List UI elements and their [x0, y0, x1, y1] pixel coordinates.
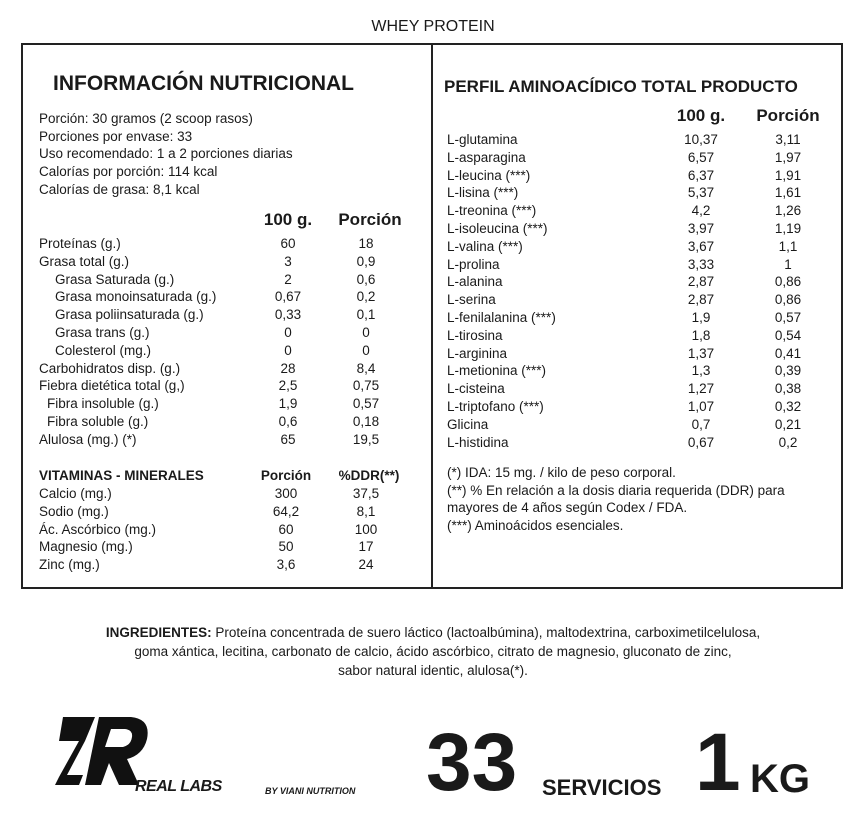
amino-heading: PERFIL AMINOACÍDICO TOTAL PRODUCTO: [444, 77, 798, 96]
ingredients-line: Proteína concentrada de suero láctico (lactoalbúmina), maltodextrina, carboximetilcelulosa,: [211, 625, 761, 640]
row-label: L-metionina (***): [447, 363, 547, 379]
amino-notes: [447, 464, 785, 535]
table-row: [0, 310, 866, 328]
row-value: 1,61: [774, 185, 802, 201]
table-row: [0, 221, 866, 239]
table-row: [0, 539, 866, 557]
row-label: Grasa trans (g.): [55, 325, 150, 340]
row-value: 0,2: [778, 434, 798, 450]
row-label: Fibra soluble (g.): [47, 414, 149, 429]
row-value: 0,7: [691, 416, 711, 432]
row-label: Grasa monoinsaturada (g.): [55, 289, 217, 305]
row-value: 2: [284, 271, 292, 287]
brand-name: REAL LABS: [135, 778, 222, 795]
row-value: 1,1: [778, 238, 798, 254]
ingredients-label: INGREDIENTES:: [105, 625, 212, 640]
table-row: [0, 203, 866, 221]
weight-unit: KG: [750, 757, 810, 801]
row-value: 0,75: [352, 378, 380, 394]
row-value: 3,67: [687, 238, 715, 254]
note-line: (*) IDA: 15 mg. / kilo de peso corporal.: [447, 465, 676, 480]
row-label: Magnesio (mg.): [39, 539, 133, 555]
row-label: L-cisteina: [447, 381, 505, 397]
table-row: [0, 292, 866, 310]
table-row: [0, 185, 866, 203]
row-value: 0,57: [774, 310, 802, 325]
nutrition-col-portion: Porción: [338, 210, 402, 229]
row-value: 0,86: [774, 274, 802, 290]
row-label: Zinc (mg.): [39, 557, 100, 573]
table-row: [0, 271, 866, 292]
row-label: Fibra insoluble (g.): [47, 396, 159, 412]
row-value: 3,6: [276, 557, 296, 573]
info-line: Calorías de grasa: 8,1 kcal: [39, 181, 200, 197]
row-value: 19,5: [352, 431, 380, 447]
row-value: 0,33: [274, 307, 302, 323]
row-value: 6,57: [687, 149, 715, 165]
row-value: 0,54: [774, 327, 802, 343]
row-value: 8,4: [356, 360, 376, 376]
table-row: [0, 435, 866, 453]
row-value: 6,37: [687, 167, 715, 183]
info-line: Uso recomendado: 1 a 2 porciones diarias: [39, 146, 293, 162]
row-value: 0,86: [774, 292, 802, 308]
row-label: L-alanina: [447, 274, 503, 290]
row-label: Grasa Saturada (g.): [55, 271, 175, 287]
row-value: 0,67: [687, 434, 715, 450]
row-label: L-histidina: [447, 434, 509, 450]
row-label: L-isoleucina (***): [447, 221, 548, 236]
row-label: Fiebra dietética total (g,): [39, 378, 185, 394]
row-value: 17: [358, 539, 374, 555]
row-label: Carbohidratos disp. (g.): [39, 360, 181, 376]
row-value: 0: [362, 342, 370, 358]
row-value: 100: [354, 521, 378, 537]
row-value: 1,27: [687, 381, 715, 397]
row-label: Alulosa (mg.) (*): [39, 431, 137, 447]
row-value: 2,5: [278, 378, 298, 394]
row-value: 3,97: [687, 221, 715, 236]
row-label: Grasa total (g.): [39, 253, 130, 269]
table-row: [0, 417, 866, 435]
row-label: L-lisina (***): [447, 185, 519, 201]
ingredients: [40, 623, 826, 680]
row-value: 0: [362, 325, 370, 340]
row-value: 0,6: [356, 271, 376, 287]
row-value: 0,9: [356, 253, 376, 269]
table-row: [0, 399, 866, 417]
row-value: 60: [278, 521, 294, 537]
row-value: 10,37: [684, 132, 718, 147]
row-value: 1,37: [687, 345, 715, 361]
row-value: 4,2: [691, 203, 711, 219]
row-label: L-leucina (***): [447, 167, 531, 183]
brand-subtitle: BY VIANI NUTRITION: [265, 786, 356, 796]
row-label: L-glutamina: [447, 132, 518, 147]
nutrition-heading: INFORMACIÓN NUTRICIONAL: [53, 72, 354, 95]
table-row: [0, 168, 866, 186]
row-value: 0: [284, 342, 292, 358]
row-label: L-prolina: [447, 256, 500, 272]
row-label: L-fenilalanina (***): [447, 310, 556, 325]
row-label: Colesterol (mg.): [55, 342, 152, 358]
row-value: 0,18: [352, 414, 380, 429]
note-line: (***) Aminoácidos esenciales.: [447, 518, 624, 534]
row-label: Ác. Ascórbico (mg.): [39, 521, 157, 537]
row-value: 2,87: [687, 292, 715, 308]
row-value: 0,57: [352, 396, 380, 412]
table-row: [0, 557, 866, 575]
row-value: 0,2: [356, 289, 376, 305]
row-value: 50: [278, 539, 294, 555]
table-row: [0, 360, 866, 381]
table-row: [0, 257, 866, 275]
row-label: Proteínas (g.): [39, 236, 121, 251]
table-row: [0, 132, 866, 150]
row-value: 1,8: [691, 327, 711, 343]
row-value: 1,9: [691, 310, 711, 325]
ingredients-line: sabor natural identic, alulosa(*).: [338, 663, 528, 678]
row-value: 1: [784, 256, 792, 272]
row-value: 1,97: [774, 149, 802, 165]
vitamins-col-portion: Porción: [260, 468, 312, 483]
row-label: Grasa poliinsaturada (g.): [55, 307, 204, 323]
row-value: 60: [280, 236, 296, 251]
amino-col-portion: Porción: [756, 106, 820, 125]
vitamins-col-ddr: %DDR(**): [338, 468, 400, 483]
row-value: 0,67: [274, 289, 302, 305]
row-value: 0,38: [774, 381, 802, 397]
table-row: [0, 381, 866, 399]
row-value: 2,87: [687, 274, 715, 290]
row-value: 18: [358, 236, 374, 251]
row-value: 1,91: [774, 167, 802, 183]
note-line: (**) % En relación a la dosis diaria requerida (DDR) para: [447, 482, 785, 498]
row-label: L-tirosina: [447, 327, 503, 343]
row-label: Sodio (mg.): [39, 503, 109, 519]
row-value: 8,1: [356, 503, 376, 519]
row-value: 0,32: [774, 399, 802, 414]
table-row: [0, 346, 866, 364]
row-value: 1,07: [687, 399, 715, 414]
row-label: L-triptofano (***): [447, 399, 544, 414]
table-row: [0, 239, 866, 257]
row-value: 0,6: [278, 414, 298, 429]
table-row: [0, 328, 866, 346]
row-value: 0,1: [356, 307, 376, 323]
amino-col-100g: 100 g.: [676, 106, 726, 125]
row-label: L-arginina: [447, 345, 508, 361]
servings-count: 33: [426, 717, 518, 808]
row-value: 0,21: [774, 416, 802, 432]
ingredients-line: goma xántica, lecitina, carbonato de calcio, ácido ascórbico, citrato de magnesio, gluconato de zinc,: [134, 644, 732, 659]
weight-value: 1: [695, 717, 741, 808]
row-value: 1,19: [774, 221, 802, 236]
row-label: Calcio (mg.): [39, 486, 112, 501]
table-row: [0, 150, 866, 168]
page-title: WHEY PROTEIN: [371, 18, 495, 35]
row-value: 64,2: [272, 503, 300, 519]
row-value: 28: [280, 360, 296, 376]
info-line: Porción: 30 gramos (2 scoop rasos): [39, 111, 253, 126]
row-value: 65: [280, 431, 296, 447]
row-label: Glicina: [447, 416, 489, 432]
row-value: 1,9: [278, 396, 298, 412]
row-label: L-asparagina: [447, 149, 526, 165]
row-value: 37,5: [352, 486, 380, 501]
servings-label: SERVICIOS: [542, 775, 662, 800]
row-value: 0,41: [774, 345, 802, 361]
row-label: L-valina (***): [447, 238, 523, 254]
row-value: 3,33: [687, 256, 715, 272]
row-label: L-serina: [447, 292, 496, 308]
row-value: 24: [358, 557, 374, 573]
row-value: 1,26: [774, 203, 802, 219]
row-value: 0,39: [774, 363, 802, 379]
nutrition-col-100g: 100 g.: [263, 210, 313, 229]
info-line: Porciones por envase: 33: [39, 128, 193, 144]
info-line: Calorías por porción: 114 kcal: [39, 164, 218, 180]
row-value: 3: [284, 253, 292, 269]
row-value: 5,37: [687, 185, 715, 201]
row-value: 3,11: [775, 132, 801, 147]
row-value: 300: [274, 486, 298, 501]
row-value: 1,3: [691, 363, 711, 379]
row-value: 0: [284, 325, 292, 340]
row-label: L-treonina (***): [447, 203, 537, 219]
note-line: mayores de 4 años según Codex / FDA.: [447, 500, 688, 516]
vitamins-heading: VITAMINAS - MINERALES: [39, 468, 204, 483]
